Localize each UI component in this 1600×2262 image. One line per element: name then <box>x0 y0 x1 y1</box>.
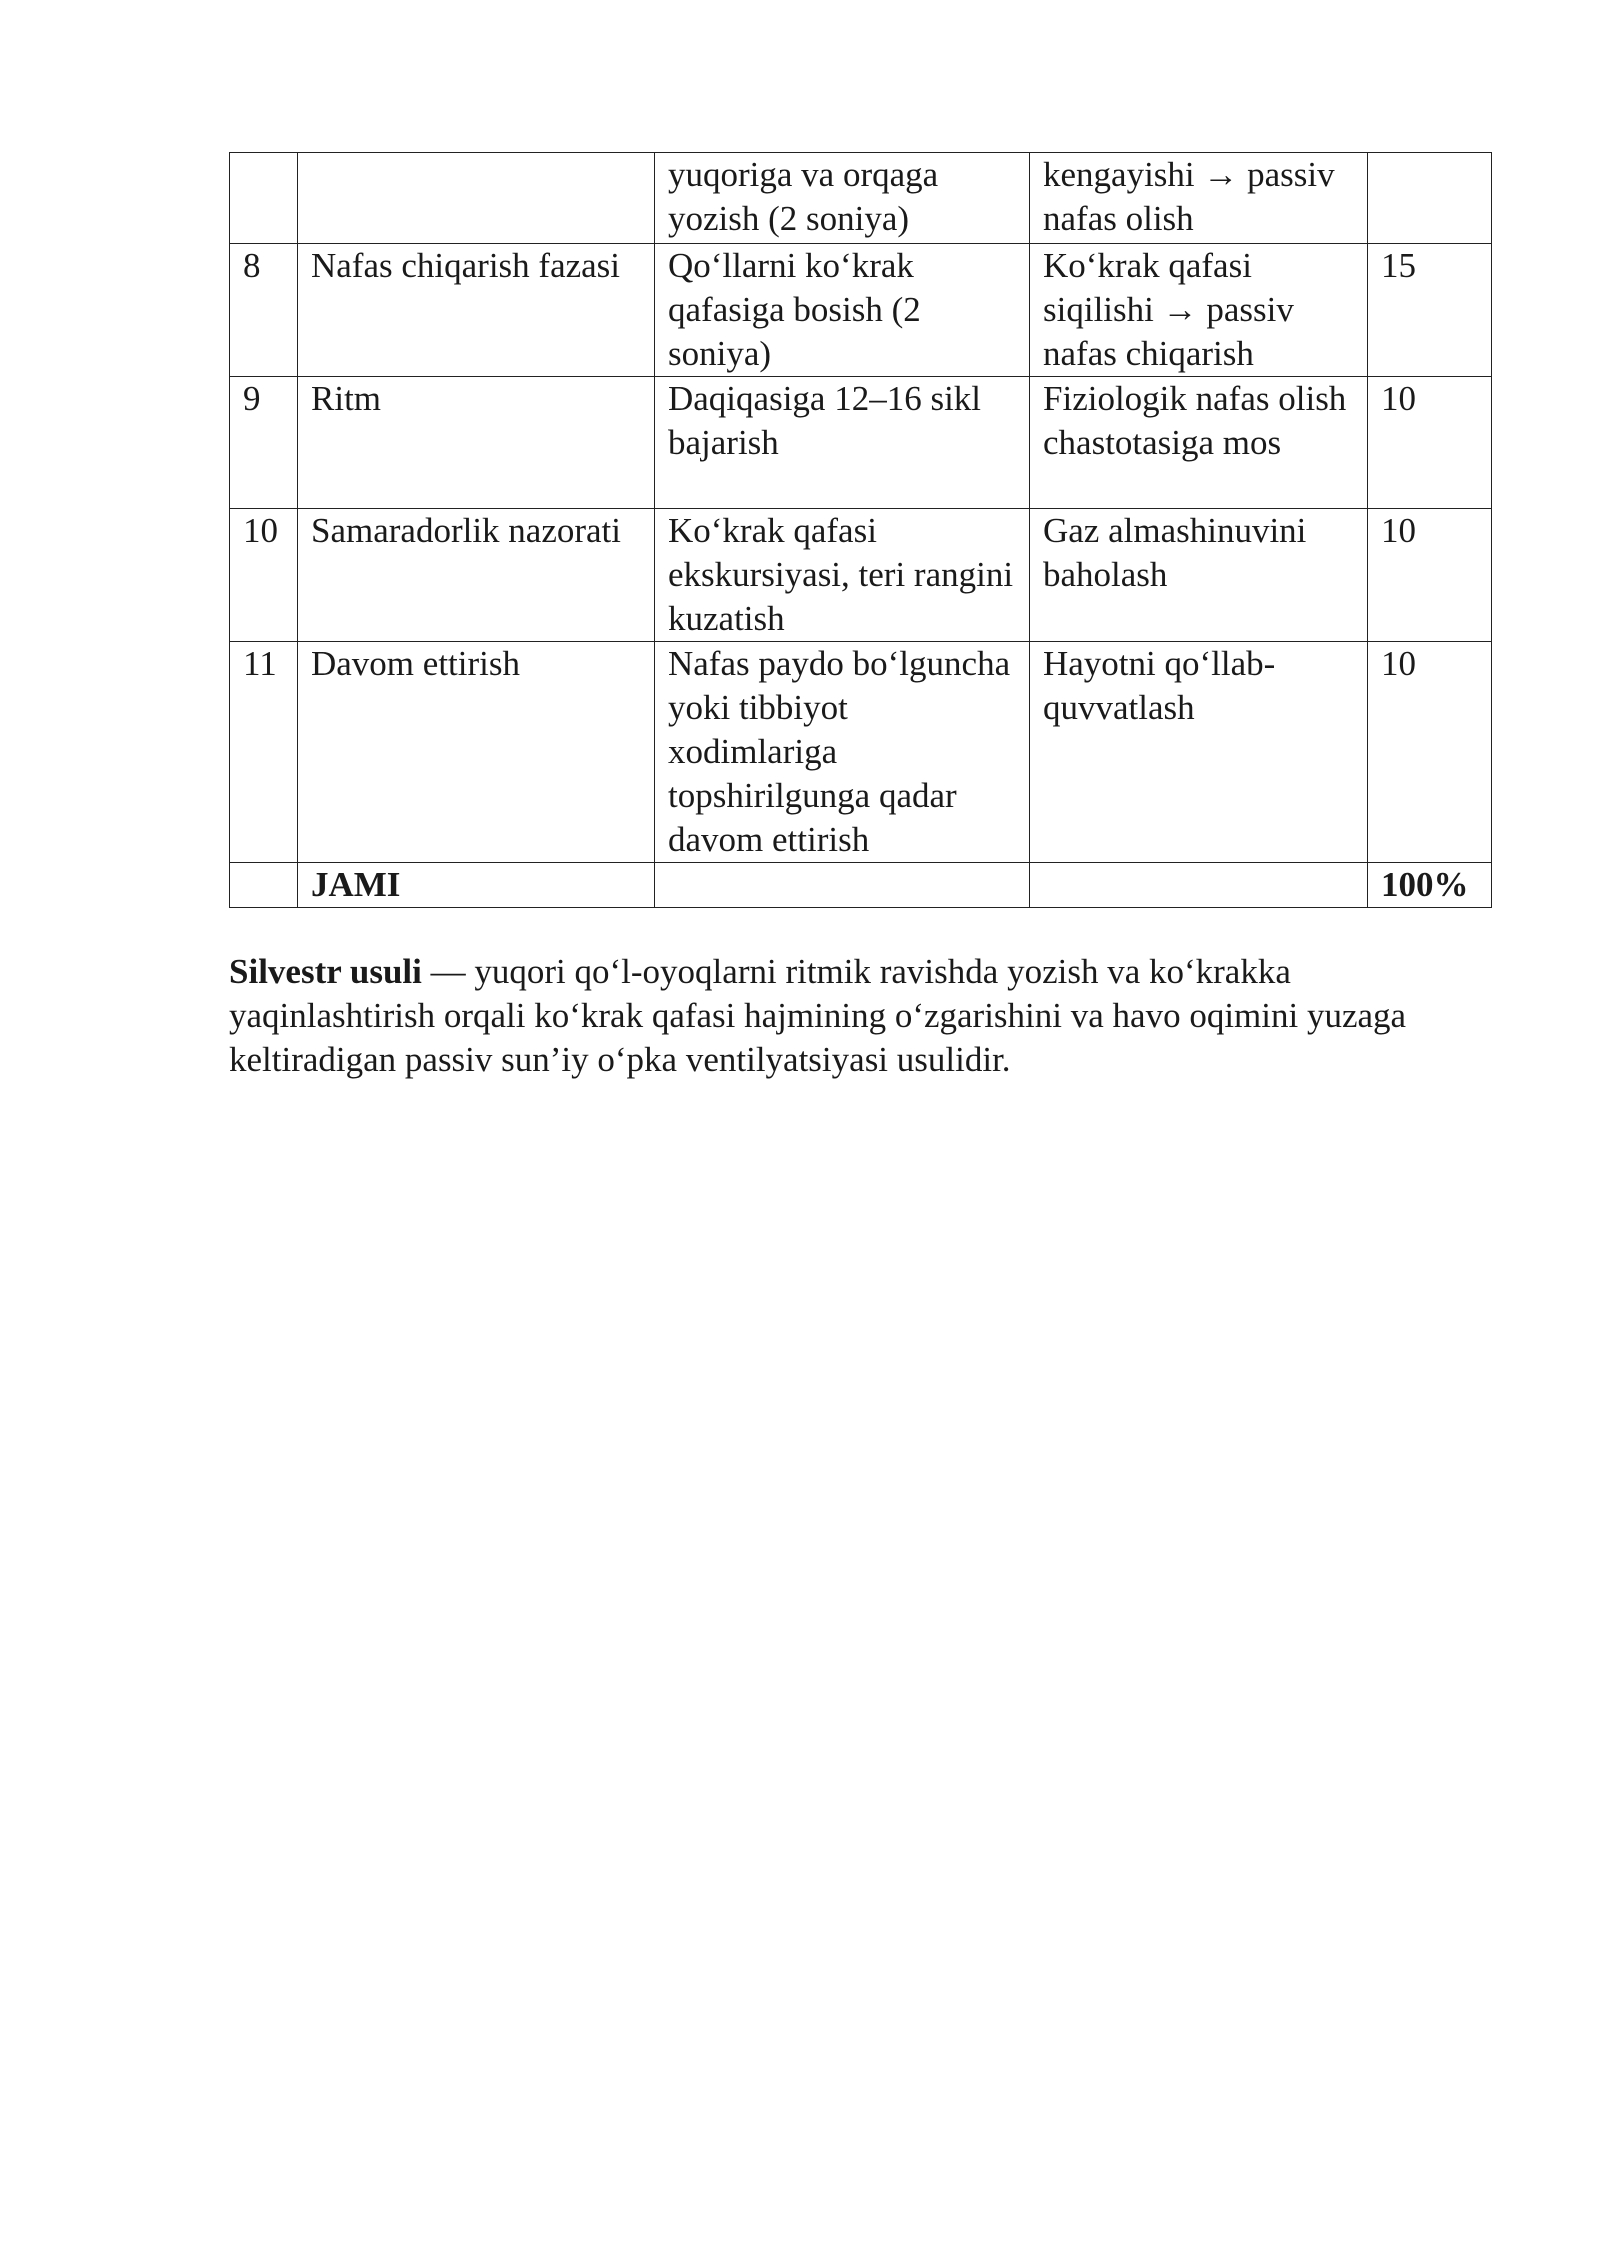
cell-score: 10 <box>1368 642 1492 863</box>
cell-stage: Nafas chiqarish fazasi <box>298 244 655 377</box>
cell-action: Daqiqasiga 12–16 sikl bajarish <box>655 377 1030 509</box>
cell-effect: kengayishi → passiv nafas olish <box>1030 153 1368 244</box>
definition-paragraph <box>229 950 1491 1082</box>
table-row <box>230 377 1492 509</box>
cell-empty <box>655 863 1030 908</box>
cell-number: 8 <box>230 244 298 377</box>
procedure-table <box>229 152 1492 908</box>
document-page <box>229 152 1491 1117</box>
cell-number: 9 <box>230 377 298 509</box>
definition-term: Silvestr usuli <box>229 952 422 991</box>
cell-effect: Fiziologik nafas olish chastotasiga mos <box>1030 377 1368 509</box>
table-row <box>230 509 1492 642</box>
cell-number: 10 <box>230 509 298 642</box>
cell-effect: Hayotni qo‘llab-quvvatlash <box>1030 642 1368 863</box>
cell-number: 11 <box>230 642 298 863</box>
cell-number <box>230 153 298 244</box>
cell-score: 10 <box>1368 509 1492 642</box>
cell-score <box>1368 153 1492 244</box>
cell-action: Ko‘krak qafasi ekskursiyasi, teri rangini kuzatish <box>655 509 1030 642</box>
cell-stage: Ritm <box>298 377 655 509</box>
total-label: JAMI <box>298 863 655 908</box>
table-row <box>230 244 1492 377</box>
cell-score: 15 <box>1368 244 1492 377</box>
cell-action: Nafas paydo bo‘lguncha yoki tibbiyot xodimlariga topshirilgunga qadar davom ettirish <box>655 642 1030 863</box>
cell-action: Qo‘llarni ko‘krak qafasiga bosish (2 soniya) <box>655 244 1030 377</box>
cell-empty <box>1030 863 1368 908</box>
table-row <box>230 153 1492 244</box>
cell-stage: Samaradorlik nazorati <box>298 509 655 642</box>
cell-score: 10 <box>1368 377 1492 509</box>
cell-empty <box>230 863 298 908</box>
cell-effect: Gaz almashinuvini baholash <box>1030 509 1368 642</box>
definition-text: — yuqori qo‘l-oyoqlarni ritmik ravishda yozish va ko‘krakka yaqinlashtirish orqali ko‘krak qafasi hajmining o‘zgarishini va havo oqimini yuzaga keltiradigan passiv sun’iy o‘pka ventilyatsiyasi usulidir. <box>229 952 1407 1079</box>
cell-effect: Ko‘krak qafasi siqilishi → passiv nafas chiqarish <box>1030 244 1368 377</box>
cell-action: yuqoriga va orqaga yozish (2 soniya) <box>655 153 1030 244</box>
table-row <box>230 642 1492 863</box>
cell-stage: Davom ettirish <box>298 642 655 863</box>
total-row <box>230 863 1492 908</box>
cell-stage <box>298 153 655 244</box>
total-value: 100% <box>1368 863 1492 908</box>
